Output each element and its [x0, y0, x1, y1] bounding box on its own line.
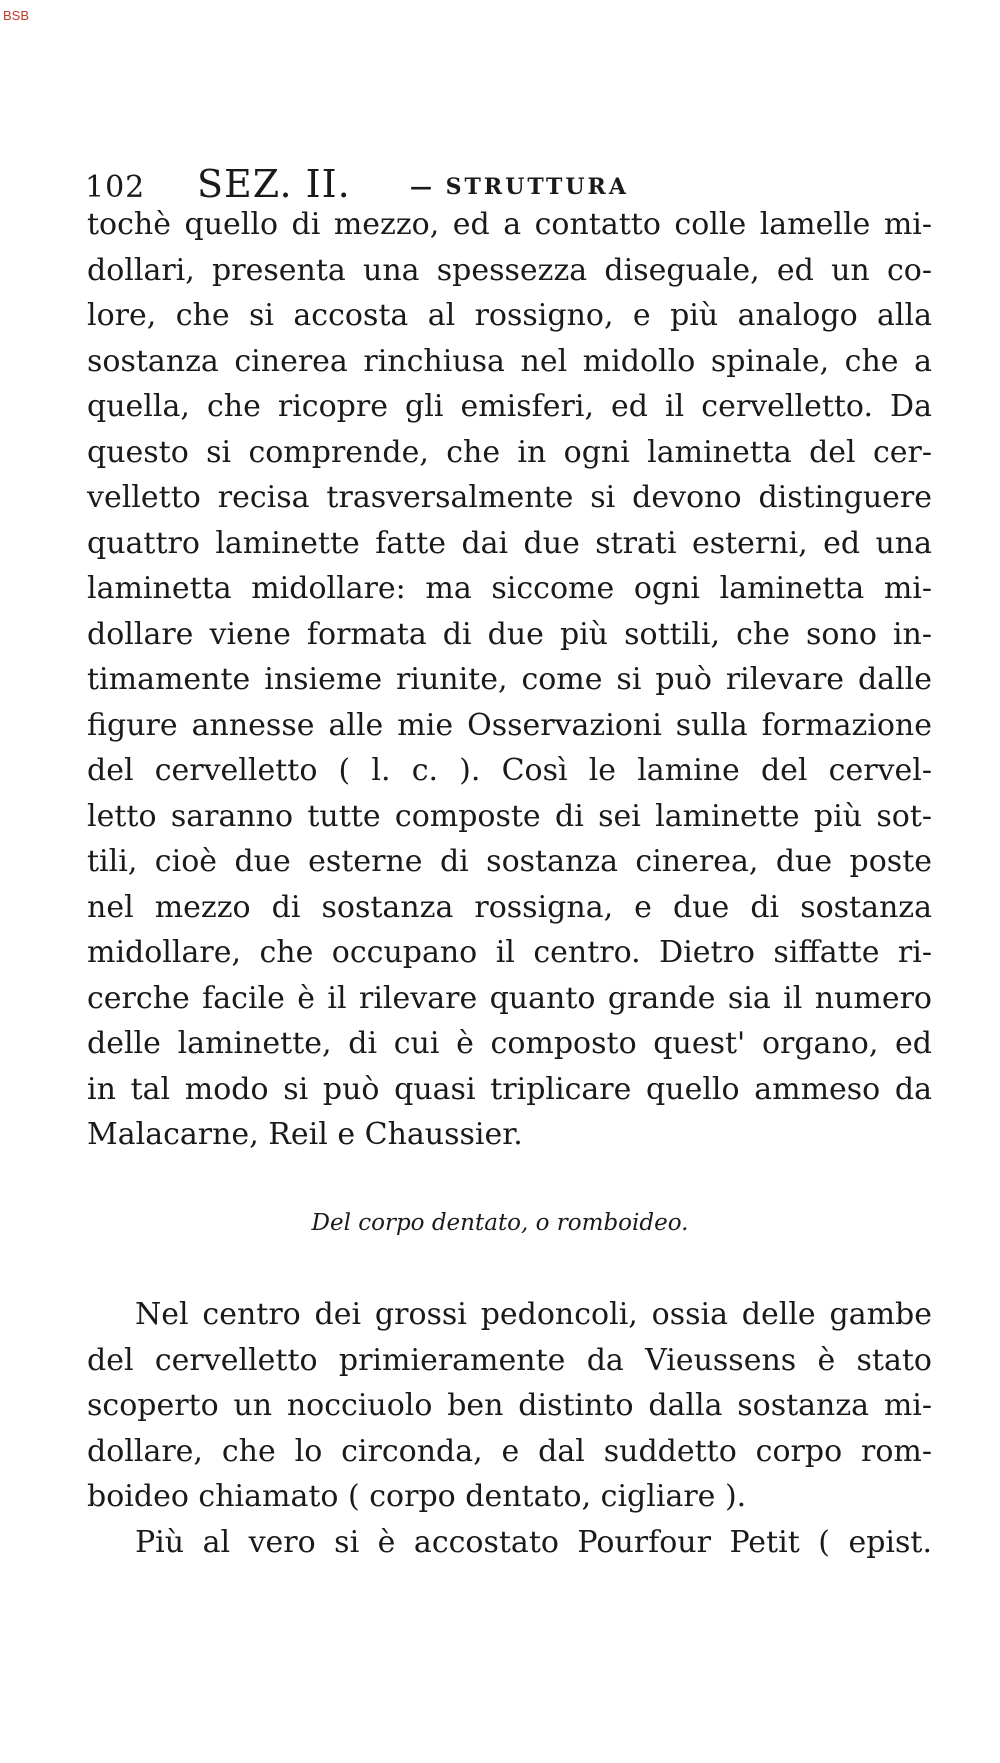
text-line: Malacarne, Reil e Chaussier. — [87, 1117, 523, 1152]
text-line: Nel centro dei grossi pedoncoli, ossia delle gambe — [135, 1297, 932, 1332]
text-line: del cervelletto primieramente da Vieussens è stato — [87, 1342, 932, 1378]
running-title: — STRUTTURA — [410, 174, 629, 200]
text-line: laminetta midollare: ma siccome ogni laminetta mi- — [87, 571, 932, 606]
section-label: SEZ. II. — [197, 162, 351, 206]
text-line: dollari, presenta una spessezza diseguale, ed un co- — [87, 252, 932, 288]
text-line: tili, cioè due esterne di sostanza cinerea, due poste — [87, 844, 932, 879]
text-line: del cervelletto ( l. c. ). Così le lamine del cervel- — [87, 753, 932, 788]
text-line: nel mezzo di sostanza rossigna, e due di sostanza — [87, 889, 932, 925]
text-line: dollare viene formata di due più sottili, che sono in- — [87, 616, 932, 652]
text-line: timamente insieme riunite, come si può rilevare dalle — [87, 662, 932, 697]
page-number: 102 — [85, 170, 146, 205]
library-stamp: BSB — [3, 8, 30, 23]
text-line: questo si comprende, che in ogni laminetta del cer- — [87, 434, 932, 470]
text-line: dollare, che lo circonda, e dal suddetto corpo rom- — [87, 1433, 932, 1469]
text-line: quattro laminette fatte dai due strati esterni, ed una — [87, 525, 932, 561]
text-line: sostanza cinerea rinchiusa nel midollo spinale, che a — [87, 343, 932, 379]
text-line: cerche facile è il rilevare quanto grande sia il numero — [87, 980, 932, 1016]
text-line: velletto recisa trasversalmente si devono distinguere — [87, 480, 932, 515]
text-line: Più al vero si è accostato Pourfour Petit ( epist. — [135, 1524, 932, 1560]
text-line: quella, che ricopre gli emisferi, ed il cervelletto. Da — [87, 389, 932, 424]
text-line: lore, che si accosta al rossigno, e più analogo alla — [87, 298, 932, 333]
text-line: midollare, che occupano il centro. Dietro siffatte ri- — [87, 935, 932, 970]
subheading: Del corpo dentato, o romboideo. — [311, 1210, 689, 1236]
paragraph-1 — [87, 202, 932, 1158]
text-line: letto saranno tutte composte di sei laminette più sot- — [87, 798, 932, 834]
text-line: in tal modo si può quasi triplicare quello ammeso da — [87, 1071, 932, 1107]
text-line: tochè quello di mezzo, ed a contatto colle lamelle mi- — [87, 207, 932, 242]
text-line: figure annesse alle mie Osservazioni sulla formazione — [87, 707, 932, 743]
text-line: delle laminette, di cui è composto quest' organo, ed — [87, 1026, 932, 1061]
text-line: boideo chiamato ( corpo dentato, cigliare ). — [87, 1479, 747, 1514]
paragraph-2 — [87, 1292, 932, 1565]
text-line: scoperto un nocciuolo ben distinto dalla sostanza mi- — [87, 1388, 932, 1423]
